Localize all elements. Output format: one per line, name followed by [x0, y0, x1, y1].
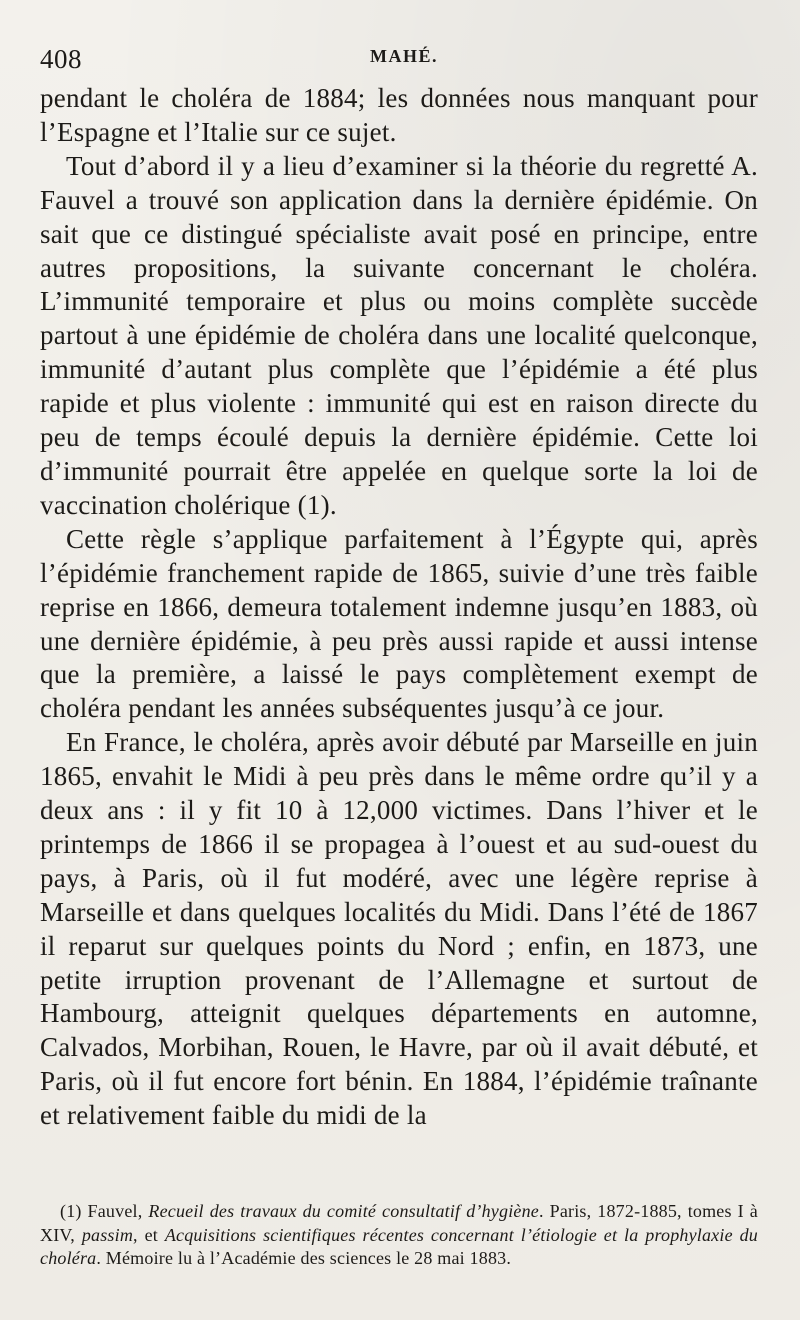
footnote-text-2: , et: [133, 1224, 165, 1245]
page-number: 408: [40, 44, 82, 74]
footnote-title-2: Acquisitions scientifiques récentes concernant l’étiologie et la prophylaxie du choléra: [40, 1224, 759, 1268]
footnote-text-1: . Paris, 1872-1885, tomes I à XIV,: [40, 1201, 758, 1245]
paragraph-2: Tout d’abord il y a lieu d’examiner si la théorie du regretté A. Fauvel a trouvé son application dans la dernière épidémie. On sait que ce distingué spécialiste avait posé en principe, entre autres propositions, la suivante concernant le choléra. L’immunité temporaire et plus ou moins complète succède partout à une épidémie de choléra dans une localité quelconque, immunité d’autant plus complète que l’épidémie a été plus rapide et plus violente : immunité qui est en raison directe du peu de temps écoulé depuis la dernière épidémie. Cette loi d’immunité pourrait être appelée en quelque sorte la loi de vaccination cholérique (1).: [40, 150, 758, 520]
paragraph-4: En France, le choléra, après avoir débuté par Marseille en juin 1865, envahit le Midi à peu près dans le même ordre qu’il y a deux ans : il y fit 10 à 12,000 victimes. Dans l’hiver et le printemps de 1866 il se propagea à l’ouest et au sud-ouest du pays, à Paris, où il fut modéré, avec une légère reprise à Marseille et dans quelques localités du Midi. Dans l’été de 1867 il reparut sur quelques points du Nord ; enfin, en 1873, une petite irruption provenant de l’Allemagne et surtout de Hambourg, atteignit quelques départements en automne, Calvados, Morbihan, Rouen, le Havre, par où il avait débuté, et Paris, où il fut encore fort bénin. En 1884, l’épidémie traînante et relativement faible du midi de la: [40, 727, 758, 1131]
footnote-text-3: . Mémoire lu à l’Académie des sciences le 28 mai 1883.: [96, 1248, 512, 1268]
footnote-marker: (1) Fauvel,: [60, 1201, 149, 1221]
running-head-title: MAHÉ.: [370, 46, 438, 66]
footnote-text: [40, 1200, 758, 1271]
paragraph-3: Cette règle s’applique parfaitement à l’Égypte qui, après l’épidémie franchement rapide de 1865, suivie d’une très faible reprise en 1866, demeura totalement indemne jusqu’en 1883, où une dernière épidémie, à peu près aussi rapide et aussi intense que la première, a laissé le pays complètement exempt de choléra pendant les années subséquentes jusqu’à ce jour.: [40, 523, 758, 724]
footnote-passim: passim: [81, 1224, 134, 1245]
body-text: [40, 82, 758, 1133]
footnote-title-1: Recueil des travaux du comité consultatif d’hygiène: [148, 1201, 539, 1221]
running-head: [40, 40, 758, 78]
paragraph-1: pendant le choléra de 1884; les données nous manquant pour l’Espagne et l’Italie sur ce sujet.: [40, 83, 758, 147]
footnote: [40, 1200, 758, 1271]
